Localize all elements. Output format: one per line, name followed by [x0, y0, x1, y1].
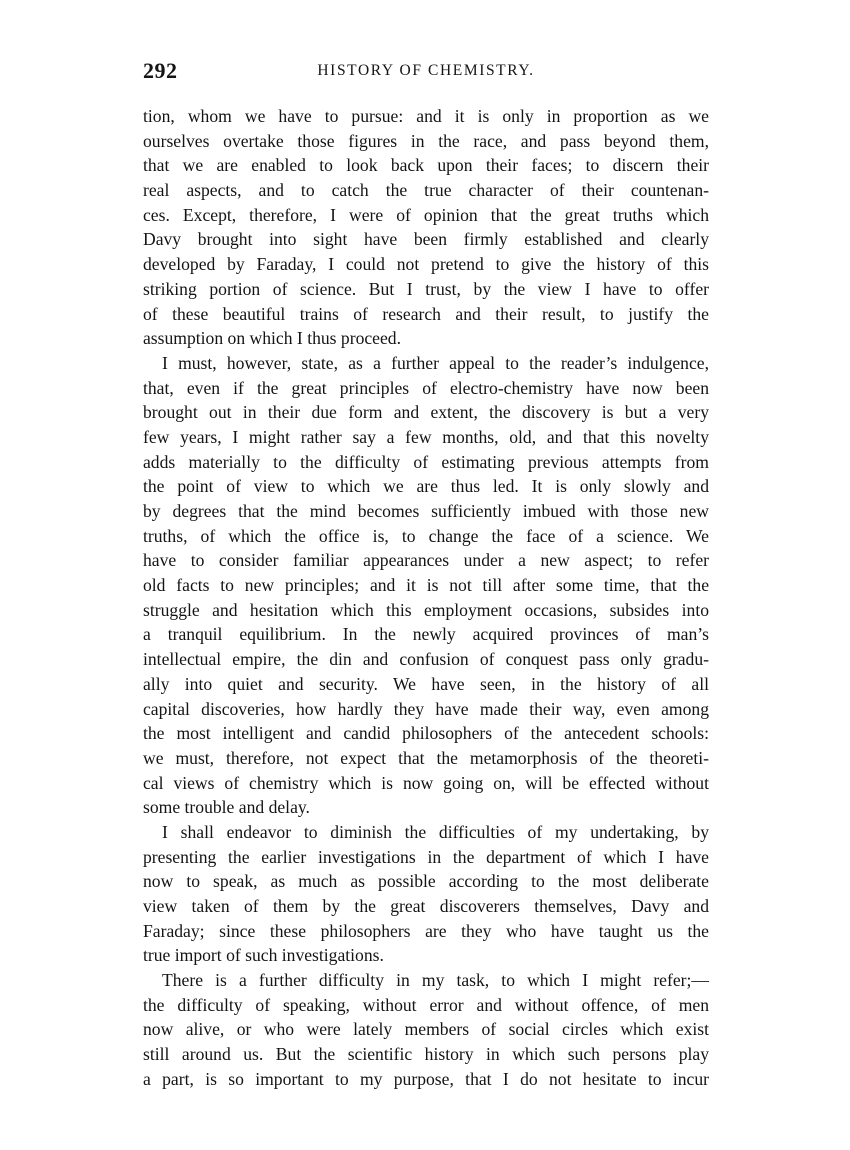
- text-line: some trouble and delay.: [143, 797, 310, 818]
- text-line: I shall endeavor to diminish the difficulties of my undertaking, by: [162, 821, 709, 842]
- text-line: a tranquil equilibrium. In the newly acquired provinces of man’s: [143, 624, 709, 645]
- text-line: I must, however, state, as a further appeal to the reader’s indulgence,: [162, 352, 709, 373]
- text-line: the most intelligent and candid philosophers of the antecedent schools:: [143, 723, 709, 744]
- running-title: HISTORY OF CHEMISTRY.: [317, 62, 535, 79]
- text-line: that, even if the great principles of electro-chemistry have now been: [143, 377, 709, 398]
- text-line: tion, whom we have to pursue: and it is only in proportion as we: [143, 106, 709, 126]
- running-head: [143, 58, 709, 88]
- text-line: that we are enabled to look back upon their faces; to discern their: [143, 155, 709, 176]
- text-line: brought out in their due form and extent, the discovery is but a very: [143, 402, 709, 423]
- text-line: a part, is so important to my purpose, that I do not hesitate to incur: [143, 1068, 709, 1089]
- text-line: ourselves overtake those figures in the race, and pass beyond them,: [143, 130, 709, 151]
- text-line: of these beautiful trains of research and their result, to justify the: [143, 303, 709, 324]
- text-line: truths, of which the office is, to change the face of a science. We: [143, 525, 709, 546]
- text-line: real aspects, and to catch the true character of their countenan-: [143, 180, 709, 201]
- page-number: 292: [143, 58, 178, 83]
- text-line: old facts to new principles; and it is not till after some time, that the: [143, 575, 709, 596]
- text-line: few years, I might rather say a few months, old, and that this novelty: [143, 426, 709, 447]
- body-text: [143, 104, 709, 1092]
- text-line: striking portion of science. But I trust, by the view I have to offer: [143, 278, 709, 299]
- text-line: ces. Except, therefore, I were of opinion that the great truths which: [143, 204, 709, 225]
- text-line: still around us. But the scientific history in which such persons play: [143, 1044, 709, 1065]
- text-line: developed by Faraday, I could not pretend to give the history of this: [143, 254, 709, 275]
- text-line: capital discoveries, how hardly they have made their way, even among: [143, 698, 709, 719]
- text-line: the point of view to which we are thus led. It is only slowly and: [143, 476, 709, 497]
- text-line: adds materially to the difficulty of estimating previous attempts from: [143, 451, 709, 472]
- text-line: we must, therefore, not expect that the metamorphosis of the theoreti-: [143, 747, 709, 768]
- text-line: true import of such investigations.: [143, 945, 384, 966]
- text-line: cal views of chemistry which is now going on, will be effected without: [143, 772, 709, 793]
- text-line: Faraday; since these philosophers are they who have taught us the: [143, 920, 709, 941]
- text-line: have to consider familiar appearances under a new aspect; to refer: [143, 550, 709, 571]
- text-line: the difficulty of speaking, without error and without offence, of men: [143, 994, 709, 1015]
- text-line: now to speak, as much as possible according to the most deliberate: [143, 871, 709, 892]
- text-line: by degrees that the mind becomes sufficiently imbued with those new: [143, 501, 709, 521]
- text-line: presenting the earlier investigations in the department of which I have: [143, 846, 709, 867]
- text-line: There is a further difficulty in my task, to which I might refer;—: [162, 970, 709, 991]
- text-line: Davy brought into sight have been firmly established and clearly: [143, 229, 709, 250]
- text-line: now alive, or who were lately members of social circles which exist: [143, 1019, 709, 1040]
- text-line: intellectual empire, the din and confusion of conquest pass only gradu-: [143, 649, 709, 670]
- text-line: assumption on which I thus proceed.: [143, 328, 401, 349]
- text-line: ally into quiet and security. We have seen, in the history of all: [143, 673, 709, 694]
- text-line: view taken of them by the great discoverers themselves, Davy and: [143, 896, 709, 916]
- text-line: struggle and hesitation which this employment occasions, subsides into: [143, 599, 709, 620]
